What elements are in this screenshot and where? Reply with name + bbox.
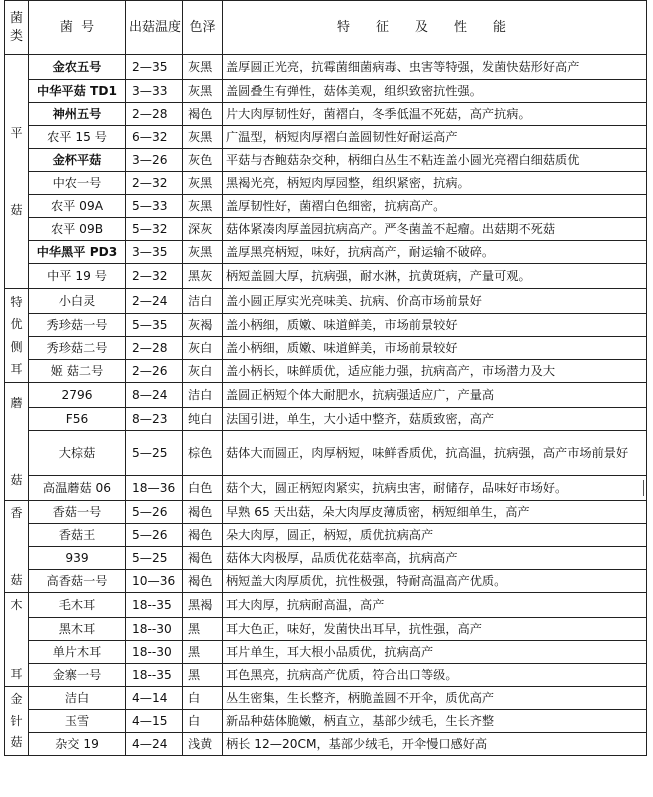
fruiting-temp: 2—32 <box>126 264 183 289</box>
table-row <box>5 103 647 126</box>
strain-name: 中农一号 <box>29 172 126 195</box>
category-cell <box>5 501 29 593</box>
features-text: 柄短盖大肉厚质优，抗性极强，特耐高温高产优质。 <box>223 570 647 593</box>
table-row <box>5 431 647 476</box>
fruiting-temp: 6—32 <box>126 126 183 149</box>
strain-name: F56 <box>29 408 126 431</box>
features-text: 早熟 65 天出菇，朵大肉厚皮薄质密，柄短细单生，高产 <box>223 501 647 524</box>
table-row <box>5 641 647 664</box>
strain-name: 黑木耳 <box>29 618 126 641</box>
color-value: 灰白 <box>183 360 223 383</box>
category-cell <box>5 289 29 383</box>
fruiting-temp: 2—28 <box>126 337 183 360</box>
color-value: 黑褐 <box>183 593 223 618</box>
features-text: 盖小柄细，质嫩、味道鲜美，市场前景较好 <box>223 337 647 360</box>
strain-name: 玉雪 <box>29 710 126 733</box>
strain-name: 香菇王 <box>29 524 126 547</box>
category-cell <box>5 593 29 687</box>
table-body <box>5 55 647 756</box>
table-row <box>5 501 647 524</box>
table-row <box>5 687 647 710</box>
strain-name: 秀珍菇一号 <box>29 314 126 337</box>
category-cell <box>5 383 29 501</box>
features-text: 菇体大肉极厚，品质优花菇率高，抗病高产 <box>223 547 647 570</box>
strain-name: 单片木耳 <box>29 641 126 664</box>
color-value: 灰黑 <box>183 195 223 218</box>
color-value: 深灰 <box>183 218 223 241</box>
category-char: 菇 <box>10 472 23 487</box>
strain-name: 农平 15 号 <box>29 126 126 149</box>
fruiting-temp: 3—35 <box>126 241 183 264</box>
strain-name: 农平 09B <box>29 218 126 241</box>
header-category: 菌类 <box>5 1 29 55</box>
strain-name: 洁白 <box>29 687 126 710</box>
color-value: 黑 <box>183 641 223 664</box>
category-char: 耳 <box>10 361 23 376</box>
features-text: 黑褐光亮，柄短肉厚园整，组织紧密，抗病。 <box>223 172 647 195</box>
color-value: 黑 <box>183 618 223 641</box>
features-text: 耳色黑亮，抗病高产优质，符合出口等级。 <box>223 664 647 687</box>
features-text: 盖圆正柄短个体大耐肥水，抗病强适应广，产量高 <box>223 383 647 408</box>
fruiting-temp: 5—33 <box>126 195 183 218</box>
table-row <box>5 55 647 80</box>
table-row <box>5 80 647 103</box>
table-row <box>5 664 647 687</box>
features-text: 菇体紧凑肉厚盖园抗病高产。严冬菌盖不起瘤。出菇期不死菇 <box>223 218 647 241</box>
strain-name: 姬 菇二号 <box>29 360 126 383</box>
fruiting-temp: 3—33 <box>126 80 183 103</box>
category-cell <box>5 55 29 289</box>
fruiting-temp: 5—35 <box>126 314 183 337</box>
fruiting-temp: 8—23 <box>126 408 183 431</box>
color-value: 白 <box>183 710 223 733</box>
color-value: 洁白 <box>183 289 223 314</box>
color-value: 白色 <box>183 476 223 501</box>
features-text: 丛生密集，生长整齐，柄脆盖圆不开伞，质优高产 <box>223 687 647 710</box>
strain-name: 中华黑平 PD3 <box>29 241 126 264</box>
fruiting-temp: 5—32 <box>126 218 183 241</box>
fruiting-temp: 4—14 <box>126 687 183 710</box>
page-edge-mark <box>643 480 644 496</box>
fruiting-temp: 5—26 <box>126 524 183 547</box>
features-text: 耳大肉厚，抗病耐高温，高产 <box>223 593 647 618</box>
features-text: 平菇与杏鲍菇杂交种，柄细白丛生不粘连盖小圆光亮褶白细菇质优 <box>223 149 647 172</box>
color-value: 灰白 <box>183 337 223 360</box>
color-value: 黑 <box>183 664 223 687</box>
features-text: 盖厚黑亮柄短，味好，抗病高产，耐运输不破碎。 <box>223 241 647 264</box>
table-row <box>5 149 647 172</box>
category-char: 香 <box>10 506 23 521</box>
table-row <box>5 218 647 241</box>
table-row <box>5 264 647 289</box>
strain-name: 金寨一号 <box>29 664 126 687</box>
table-row <box>5 570 647 593</box>
color-value: 棕色 <box>183 431 223 476</box>
color-value: 灰黑 <box>183 80 223 103</box>
color-value: 灰黑 <box>183 172 223 195</box>
strain-name: 金农五号 <box>29 55 126 80</box>
category-char: 针 <box>10 713 23 728</box>
fruiting-temp: 2—28 <box>126 103 183 126</box>
strain-name: 高香菇一号 <box>29 570 126 593</box>
features-text: 柄长 12—20CM，基部少绒毛，开伞慢口感好高 <box>223 733 647 756</box>
features-text: 盖圆叠生有弹性，菇体美观，组织致密抗性强。 <box>223 80 647 103</box>
color-value: 浅黄 <box>183 733 223 756</box>
fruiting-temp: 4—24 <box>126 733 183 756</box>
category-char: 金 <box>10 692 23 707</box>
color-value: 褐色 <box>183 524 223 547</box>
strain-name: 毛木耳 <box>29 593 126 618</box>
strain-name: 大棕菇 <box>29 431 126 476</box>
table-row <box>5 241 647 264</box>
features-text: 新品种菇体脆嫩，柄直立，基部少绒毛，生长齐整 <box>223 710 647 733</box>
strain-name: 中华平菇 TD1 <box>29 80 126 103</box>
table-row <box>5 314 647 337</box>
category-char: 菇 <box>10 202 23 217</box>
fruiting-temp: 5—25 <box>126 431 183 476</box>
fruiting-temp: 10—36 <box>126 570 183 593</box>
category-char: 木 <box>10 598 23 613</box>
strain-name: 939 <box>29 547 126 570</box>
fruiting-temp: 18--35 <box>126 593 183 618</box>
features-text: 盖小圆正厚实光亮味美、抗病、价高市场前景好 <box>223 289 647 314</box>
table-row <box>5 476 647 501</box>
table-row <box>5 337 647 360</box>
category-char: 菇 <box>10 735 23 750</box>
color-value: 黑灰 <box>183 264 223 289</box>
fruiting-temp: 2—35 <box>126 55 183 80</box>
table-row <box>5 710 647 733</box>
table-header-row <box>5 1 647 55</box>
table-row <box>5 172 647 195</box>
table-row <box>5 383 647 408</box>
color-value: 洁白 <box>183 383 223 408</box>
features-text: 柄短盖圆大厚，抗病强，耐水淋，抗黄斑病，产量可观。 <box>223 264 647 289</box>
strain-name: 2796 <box>29 383 126 408</box>
features-text: 盖厚韧性好，菌褶白色细密，抗病高产。 <box>223 195 647 218</box>
fruiting-temp: 8—24 <box>126 383 183 408</box>
fruiting-temp: 2—32 <box>126 172 183 195</box>
header-features: 特征及性能 <box>223 1 647 55</box>
features-text: 耳大色正，味好，发菌快出耳早，抗性强，高产 <box>223 618 647 641</box>
variety-catalog <box>4 0 646 797</box>
category-char: 耳 <box>10 666 23 681</box>
features-text: 菇体大而圆正，肉厚柄短，味鲜香质优，抗高温，抗病强，高产市场前景好 <box>223 431 647 476</box>
category-char: 平 <box>10 126 23 141</box>
color-value: 灰褐 <box>183 314 223 337</box>
fruiting-temp: 4—15 <box>126 710 183 733</box>
features-text: 盖小柄长，味鲜质优，适应能力强，抗病高产，市场潜力及大 <box>223 360 647 383</box>
features-text: 盖厚圆正光亮，抗霉菌细菌病毒、虫害等特强，发菌快菇形好高产 <box>223 55 647 80</box>
color-value: 褐色 <box>183 570 223 593</box>
color-value: 褐色 <box>183 103 223 126</box>
features-text: 盖小柄细，质嫩、味道鲜美，市场前景较好 <box>223 314 647 337</box>
header-color: 色泽 <box>183 1 223 55</box>
color-value: 灰色 <box>183 149 223 172</box>
features-text: 片大肉厚韧性好，菌褶白，冬季低温不死菇，高产抗病。 <box>223 103 647 126</box>
color-value: 灰黑 <box>183 241 223 264</box>
category-char: 特 <box>10 294 23 309</box>
header-fruiting-temp: 出菇温度 <box>126 1 183 55</box>
color-value: 灰黑 <box>183 126 223 149</box>
fruiting-temp: 5—25 <box>126 547 183 570</box>
table-row <box>5 547 647 570</box>
color-value: 灰黑 <box>183 55 223 80</box>
features-text: 菇个大，圆正柄短肉紧实，抗病虫害，耐储存，品味好市场好。 <box>223 476 647 501</box>
strain-name: 小白灵 <box>29 289 126 314</box>
features-text: 朵大肉厚，圆正，柄短，质优抗病高产 <box>223 524 647 547</box>
fruiting-temp: 5—26 <box>126 501 183 524</box>
features-text: 耳片单生，耳大根小品质优，抗病高产 <box>223 641 647 664</box>
category-char: 优 <box>10 317 23 332</box>
color-value: 纯白 <box>183 408 223 431</box>
strain-name: 秀珍菇二号 <box>29 337 126 360</box>
strain-name: 农平 09A <box>29 195 126 218</box>
fruiting-temp: 18--35 <box>126 664 183 687</box>
color-value: 白 <box>183 687 223 710</box>
category-char: 菇 <box>10 572 23 587</box>
fruiting-temp: 18--30 <box>126 641 183 664</box>
table-row <box>5 593 647 618</box>
table-row <box>5 195 647 218</box>
fruiting-temp: 18—36 <box>126 476 183 501</box>
features-text: 广温型，柄短肉厚褶白盖圆韧性好耐运高产 <box>223 126 647 149</box>
table-row <box>5 733 647 756</box>
fruiting-temp: 3—26 <box>126 149 183 172</box>
strain-name: 高温蘑菇 06 <box>29 476 126 501</box>
fruiting-temp: 2—26 <box>126 360 183 383</box>
strain-name: 杂交 19 <box>29 733 126 756</box>
fruiting-temp: 18--30 <box>126 618 183 641</box>
category-char: 蘑 <box>10 396 23 411</box>
fruiting-temp: 2—24 <box>126 289 183 314</box>
table-row <box>5 289 647 314</box>
strain-name: 香菇一号 <box>29 501 126 524</box>
table-row <box>5 618 647 641</box>
category-cell <box>5 687 29 756</box>
color-value: 褐色 <box>183 501 223 524</box>
table-row <box>5 408 647 431</box>
table-row <box>5 524 647 547</box>
color-value: 褐色 <box>183 547 223 570</box>
mushroom-variety-table <box>4 0 647 756</box>
header-strain-name: 菌 号 <box>29 1 126 55</box>
category-char: 侧 <box>10 339 23 354</box>
strain-name: 神州五号 <box>29 103 126 126</box>
strain-name: 金杯平菇 <box>29 149 126 172</box>
table-row <box>5 360 647 383</box>
features-text: 法国引进，单生，大小适中整齐，菇质致密，高产 <box>223 408 647 431</box>
table-row <box>5 126 647 149</box>
strain-name: 中平 19 号 <box>29 264 126 289</box>
